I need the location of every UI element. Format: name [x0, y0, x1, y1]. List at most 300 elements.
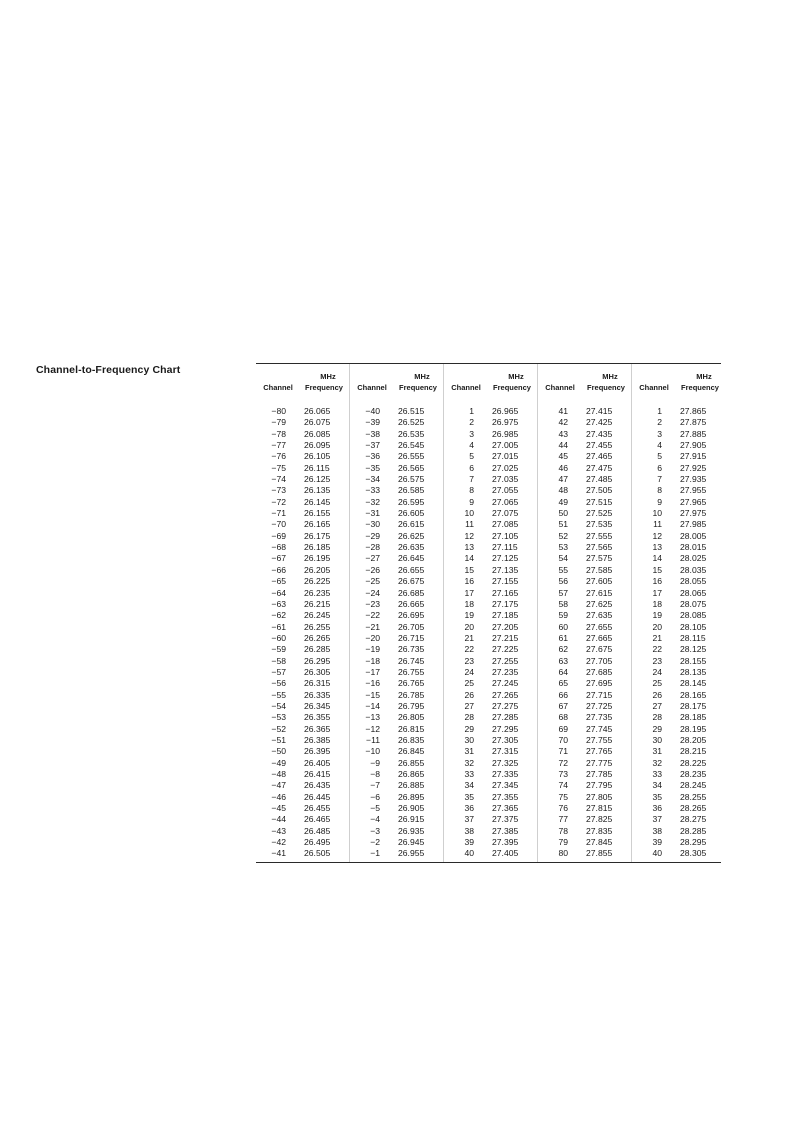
frequency-cell: 27.485 — [586, 474, 613, 485]
channel-cell: −28 — [365, 542, 380, 553]
frequency-cell: 26.575 — [398, 474, 425, 485]
table-row — [538, 644, 631, 655]
channel-cell: 39 — [464, 837, 474, 848]
channel-header: Channel — [545, 383, 575, 392]
table-row — [350, 814, 443, 825]
table-row — [632, 735, 725, 746]
table-row — [538, 837, 631, 848]
frequency-cell: 27.855 — [586, 848, 613, 859]
channel-cell: −10 — [365, 746, 380, 757]
frequency-cell: 26.855 — [398, 757, 425, 768]
table-row — [444, 792, 537, 803]
table-row — [350, 485, 443, 496]
channel-cell: 38 — [464, 825, 474, 836]
table-row — [538, 576, 631, 587]
frequency-header: Frequency — [399, 383, 437, 392]
frequency-cell: 26.595 — [398, 496, 425, 507]
frequency-cell: 28.295 — [680, 837, 707, 848]
channel-cell: 51 — [558, 519, 568, 530]
channel-cell: 17 — [464, 587, 474, 598]
table-row — [538, 440, 631, 451]
table-row — [632, 780, 725, 791]
channel-cell: −44 — [271, 814, 286, 825]
table-column-group — [256, 364, 349, 862]
table-row — [256, 837, 349, 848]
channel-cell: −42 — [271, 837, 286, 848]
table-row — [444, 610, 537, 621]
frequency-cell: 27.885 — [680, 428, 707, 439]
table-row — [538, 497, 631, 508]
table-row — [256, 519, 349, 530]
table-row — [632, 485, 725, 496]
channel-cell: 73 — [558, 769, 568, 779]
frequency-cell: 27.965 — [680, 496, 707, 507]
table-row — [444, 769, 537, 780]
frequency-cell: 27.555 — [586, 530, 613, 541]
channel-cell: 16 — [464, 576, 474, 587]
channel-cell: −76 — [271, 451, 286, 462]
frequency-cell: 27.475 — [586, 462, 613, 473]
table-row — [632, 610, 725, 621]
table-row — [444, 814, 537, 825]
channel-cell: 32 — [652, 757, 662, 768]
frequency-cell: 28.005 — [680, 530, 707, 541]
table-row — [256, 565, 349, 576]
table-row — [350, 599, 443, 610]
table-row — [350, 735, 443, 746]
frequency-cell: 27.955 — [680, 485, 707, 496]
channel-cell: 26 — [652, 689, 662, 700]
frequency-cell: 27.435 — [586, 428, 613, 439]
frequency-cell: 27.165 — [492, 587, 519, 598]
frequency-cell: 27.005 — [492, 440, 519, 451]
channel-cell: 12 — [652, 530, 662, 541]
table-row — [538, 429, 631, 440]
channel-cell: 41 — [558, 406, 568, 416]
channel-cell: 8 — [657, 485, 662, 496]
channel-cell: −69 — [271, 530, 286, 541]
table-row — [444, 463, 537, 474]
frequency-cell: 26.585 — [398, 485, 425, 496]
channel-cell: −55 — [271, 689, 286, 700]
channel-cell: −68 — [271, 542, 286, 553]
frequency-cell: 27.305 — [492, 734, 519, 745]
frequency-cell: 28.305 — [680, 848, 707, 859]
table-row — [632, 474, 725, 485]
frequency-cell: 28.135 — [680, 666, 707, 677]
frequency-cell: 27.675 — [586, 644, 613, 655]
channel-cell: 16 — [652, 576, 662, 587]
channel-cell: 23 — [652, 655, 662, 666]
frequency-cell: 27.535 — [586, 519, 613, 530]
frequency-cell: 26.565 — [398, 462, 425, 473]
frequency-cell: 26.315 — [304, 678, 331, 689]
channel-cell: −46 — [271, 791, 286, 802]
table-row — [632, 406, 725, 417]
frequency-cell: 28.265 — [680, 803, 707, 814]
column-header — [256, 364, 349, 402]
channel-cell: 4 — [469, 440, 474, 451]
channel-cell: 21 — [652, 632, 662, 643]
frequency-cell: 27.805 — [586, 791, 613, 802]
channel-cell: −30 — [365, 519, 380, 530]
table-row — [256, 463, 349, 474]
channel-cell: 23 — [464, 655, 474, 666]
table-row — [538, 451, 631, 462]
table-column-group — [631, 364, 725, 862]
table-row — [632, 792, 725, 803]
frequency-cell: 27.085 — [492, 519, 519, 530]
frequency-cell: 26.065 — [304, 406, 331, 416]
frequency-cell: 27.605 — [586, 576, 613, 587]
frequency-cell: 28.235 — [680, 769, 707, 779]
channel-cell: −25 — [365, 576, 380, 587]
channel-cell: 40 — [464, 848, 474, 859]
frequency-cell: 26.455 — [304, 803, 331, 814]
frequency-cell: 28.145 — [680, 678, 707, 689]
table-row — [444, 406, 537, 417]
channel-cell: −75 — [271, 462, 286, 473]
frequency-cell: 28.195 — [680, 723, 707, 734]
frequency-cell: 28.025 — [680, 553, 707, 564]
frequency-cell: 26.845 — [398, 746, 425, 757]
table-row — [538, 508, 631, 519]
column-header — [538, 364, 631, 402]
channel-cell: 11 — [653, 519, 662, 530]
frequency-cell: 27.615 — [586, 587, 613, 598]
table-row — [350, 610, 443, 621]
frequency-cell: 27.725 — [586, 700, 613, 711]
frequency-cell: 27.345 — [492, 780, 519, 791]
frequency-cell: 26.695 — [398, 610, 425, 621]
frequency-cell: 26.815 — [398, 723, 425, 734]
frequency-cell: 27.865 — [680, 406, 707, 416]
channel-cell: −16 — [365, 678, 380, 689]
channel-cell: −52 — [271, 723, 286, 734]
table-row — [444, 451, 537, 462]
table-row — [538, 588, 631, 599]
frequency-cell: 28.275 — [680, 814, 707, 825]
channel-cell: 5 — [469, 451, 474, 462]
frequency-cell: 27.425 — [586, 417, 613, 428]
channel-cell: 31 — [464, 746, 474, 757]
frequency-cell: 27.875 — [680, 417, 707, 428]
channel-cell: 1 — [469, 406, 474, 416]
frequency-cell: 27.715 — [586, 689, 613, 700]
frequency-cell: 27.375 — [492, 814, 519, 825]
table-row — [632, 508, 725, 519]
channel-cell: 24 — [464, 666, 474, 677]
table-column-group — [349, 364, 443, 862]
table-row — [632, 576, 725, 587]
frequency-cell: 26.485 — [304, 825, 331, 836]
table-row — [444, 565, 537, 576]
table-row — [632, 701, 725, 712]
channel-cell: 14 — [652, 553, 662, 564]
table-row — [256, 848, 349, 859]
table-row — [538, 769, 631, 780]
frequency-cell: 28.035 — [680, 564, 707, 575]
channel-cell: −38 — [365, 428, 380, 439]
frequency-cell: 26.955 — [398, 848, 425, 859]
table-row — [444, 644, 537, 655]
table-row — [632, 440, 725, 451]
channel-cell: −70 — [271, 519, 286, 530]
column-header — [632, 364, 725, 402]
channel-cell: −73 — [271, 485, 286, 496]
frequency-cell: 26.215 — [304, 598, 331, 609]
channel-cell: −61 — [271, 621, 286, 632]
table-row — [444, 542, 537, 553]
table-row — [350, 451, 443, 462]
table-row — [256, 780, 349, 791]
frequency-cell: 26.675 — [398, 576, 425, 587]
channel-cell: 14 — [464, 553, 474, 564]
table-row — [256, 553, 349, 564]
table-row — [256, 690, 349, 701]
frequency-cell: 27.405 — [492, 848, 519, 859]
channel-cell: −29 — [365, 530, 380, 541]
frequency-cell: 27.625 — [586, 598, 613, 609]
channel-header: Channel — [639, 383, 669, 392]
table-row — [256, 588, 349, 599]
channel-cell: 4 — [657, 440, 662, 451]
table-row — [350, 701, 443, 712]
table-row — [632, 712, 725, 723]
frequency-cell: 26.765 — [398, 678, 425, 689]
table-row — [632, 690, 725, 701]
channel-cell: −45 — [271, 803, 286, 814]
channel-cell: 1 — [657, 406, 662, 416]
table-row — [632, 519, 725, 530]
table-row — [538, 519, 631, 530]
table-row — [350, 848, 443, 859]
table-row — [256, 701, 349, 712]
table-row — [256, 622, 349, 633]
frequency-cell: 26.105 — [304, 451, 331, 462]
channel-cell: −50 — [271, 746, 286, 757]
channel-cell: 8 — [469, 485, 474, 496]
table-row — [256, 497, 349, 508]
channel-cell: −64 — [271, 587, 286, 598]
table-row — [256, 531, 349, 542]
column-header — [350, 364, 443, 402]
channel-cell: 33 — [652, 769, 662, 779]
channel-cell: 10 — [464, 508, 474, 519]
frequency-cell: 27.335 — [492, 769, 519, 779]
channel-cell: −51 — [271, 734, 286, 745]
channel-cell: 37 — [652, 814, 662, 825]
unit-label: MHz — [696, 372, 712, 381]
table-row — [538, 633, 631, 644]
frequency-cell: 27.665 — [586, 632, 613, 643]
frequency-header: Frequency — [681, 383, 719, 392]
frequency-cell: 27.565 — [586, 542, 613, 553]
table-row — [444, 485, 537, 496]
channel-cell: 29 — [652, 723, 662, 734]
channel-cell: −2 — [370, 837, 380, 848]
frequency-cell: 28.245 — [680, 780, 707, 791]
table-row — [350, 531, 443, 542]
table-row — [256, 417, 349, 428]
frequency-cell: 27.905 — [680, 440, 707, 451]
table-row — [444, 758, 537, 769]
frequency-cell: 26.685 — [398, 587, 425, 598]
frequency-cell: 27.515 — [586, 496, 613, 507]
frequency-cell: 27.105 — [492, 530, 519, 541]
table-row — [256, 599, 349, 610]
channel-cell: 43 — [558, 428, 568, 439]
frequency-cell: 26.495 — [304, 837, 331, 848]
table-row — [444, 746, 537, 757]
frequency-cell: 26.395 — [304, 746, 331, 757]
channel-cell: −56 — [271, 678, 286, 689]
frequency-cell: 26.505 — [304, 848, 331, 859]
table-row — [538, 814, 631, 825]
channel-cell: 39 — [652, 837, 662, 848]
frequency-cell: 28.155 — [680, 655, 707, 666]
channel-cell: −41 — [271, 848, 286, 859]
channel-cell: 34 — [652, 780, 662, 791]
page-title: Channel-to-Frequency Chart — [36, 364, 181, 376]
channel-cell: 42 — [558, 417, 568, 428]
channel-cell: 79 — [558, 837, 568, 848]
frequency-cell: 26.335 — [304, 689, 331, 700]
table-row — [632, 678, 725, 689]
table-row — [444, 837, 537, 848]
table-row — [632, 622, 725, 633]
channel-cell: −47 — [271, 780, 286, 791]
channel-cell: −19 — [365, 644, 380, 655]
frequency-cell: 27.735 — [586, 712, 613, 723]
frequency-cell: 27.365 — [492, 803, 519, 814]
frequency-cell: 26.865 — [398, 769, 425, 779]
channel-cell: −65 — [271, 576, 286, 587]
frequency-cell: 27.755 — [586, 734, 613, 745]
frequency-cell: 26.165 — [304, 519, 331, 530]
frequency-cell: 27.325 — [492, 757, 519, 768]
frequency-cell: 26.265 — [304, 632, 331, 643]
channel-cell: 11 — [465, 519, 474, 530]
channel-cell: −71 — [271, 508, 286, 519]
channel-cell: 68 — [558, 712, 568, 723]
frequency-cell: 26.125 — [304, 474, 331, 485]
channel-cell: 15 — [652, 564, 662, 575]
frequency-header: Frequency — [493, 383, 531, 392]
channel-cell: −1 — [370, 848, 380, 859]
frequency-cell: 27.135 — [492, 564, 519, 575]
channel-cell: 53 — [558, 542, 568, 553]
channel-cell: 76 — [558, 803, 568, 814]
channel-frequency-table — [256, 363, 721, 863]
table-row — [444, 622, 537, 633]
frequency-cell: 27.205 — [492, 621, 519, 632]
table-row — [350, 690, 443, 701]
channel-cell: −33 — [365, 485, 380, 496]
table-row — [444, 780, 537, 791]
frequency-cell: 27.055 — [492, 485, 519, 496]
frequency-cell: 26.615 — [398, 519, 425, 530]
channel-cell: 26 — [464, 689, 474, 700]
frequency-cell: 28.085 — [680, 610, 707, 621]
table-row — [538, 474, 631, 485]
channel-cell: 64 — [558, 666, 568, 677]
table-row — [256, 508, 349, 519]
table-row — [350, 542, 443, 553]
frequency-cell: 27.925 — [680, 462, 707, 473]
channel-cell: −17 — [365, 666, 380, 677]
frequency-cell: 27.795 — [586, 780, 613, 791]
table-row — [444, 656, 537, 667]
channel-cell: −5 — [370, 803, 380, 814]
channel-cell: −57 — [271, 666, 286, 677]
channel-cell: −43 — [271, 825, 286, 836]
frequency-cell: 26.085 — [304, 428, 331, 439]
table-row — [256, 678, 349, 689]
channel-header: Channel — [263, 383, 293, 392]
frequency-cell: 26.905 — [398, 803, 425, 814]
table-row — [256, 735, 349, 746]
frequency-cell: 26.935 — [398, 825, 425, 836]
frequency-cell: 27.025 — [492, 462, 519, 473]
channel-cell: 71 — [558, 746, 568, 757]
table-row — [350, 758, 443, 769]
channel-cell: 3 — [657, 428, 662, 439]
table-row — [256, 576, 349, 587]
table-row — [256, 803, 349, 814]
table-row — [256, 451, 349, 462]
frequency-cell: 27.845 — [586, 837, 613, 848]
table-row — [256, 485, 349, 496]
frequency-cell: 26.415 — [304, 769, 331, 779]
channel-cell: −78 — [271, 428, 286, 439]
frequency-cell: 26.145 — [304, 496, 331, 507]
frequency-cell: 27.315 — [492, 746, 519, 757]
channel-cell: −14 — [365, 700, 380, 711]
channel-cell: 5 — [657, 451, 662, 462]
channel-cell: 36 — [464, 803, 474, 814]
table-row — [256, 474, 349, 485]
channel-cell: −62 — [271, 610, 286, 621]
table-row — [256, 542, 349, 553]
table-column-group — [443, 364, 537, 862]
frequency-cell: 28.285 — [680, 825, 707, 836]
table-row — [538, 622, 631, 633]
frequency-cell: 27.915 — [680, 451, 707, 462]
frequency-cell: 26.785 — [398, 689, 425, 700]
frequency-cell: 27.775 — [586, 757, 613, 768]
channel-cell: 30 — [464, 734, 474, 745]
channel-cell: 21 — [464, 632, 474, 643]
table-row — [256, 746, 349, 757]
table-row — [632, 599, 725, 610]
frequency-cell: 27.695 — [586, 678, 613, 689]
channel-cell: 36 — [652, 803, 662, 814]
frequency-cell: 28.055 — [680, 576, 707, 587]
channel-cell: 31 — [652, 746, 662, 757]
frequency-cell: 28.225 — [680, 757, 707, 768]
frequency-cell: 26.535 — [398, 428, 425, 439]
table-row — [538, 746, 631, 757]
table-row — [632, 746, 725, 757]
frequency-cell: 27.125 — [492, 553, 519, 564]
table-row — [256, 769, 349, 780]
table-row — [538, 542, 631, 553]
table-row — [444, 531, 537, 542]
frequency-cell: 26.195 — [304, 553, 331, 564]
frequency-cell: 26.235 — [304, 587, 331, 598]
frequency-cell: 26.515 — [398, 406, 425, 416]
